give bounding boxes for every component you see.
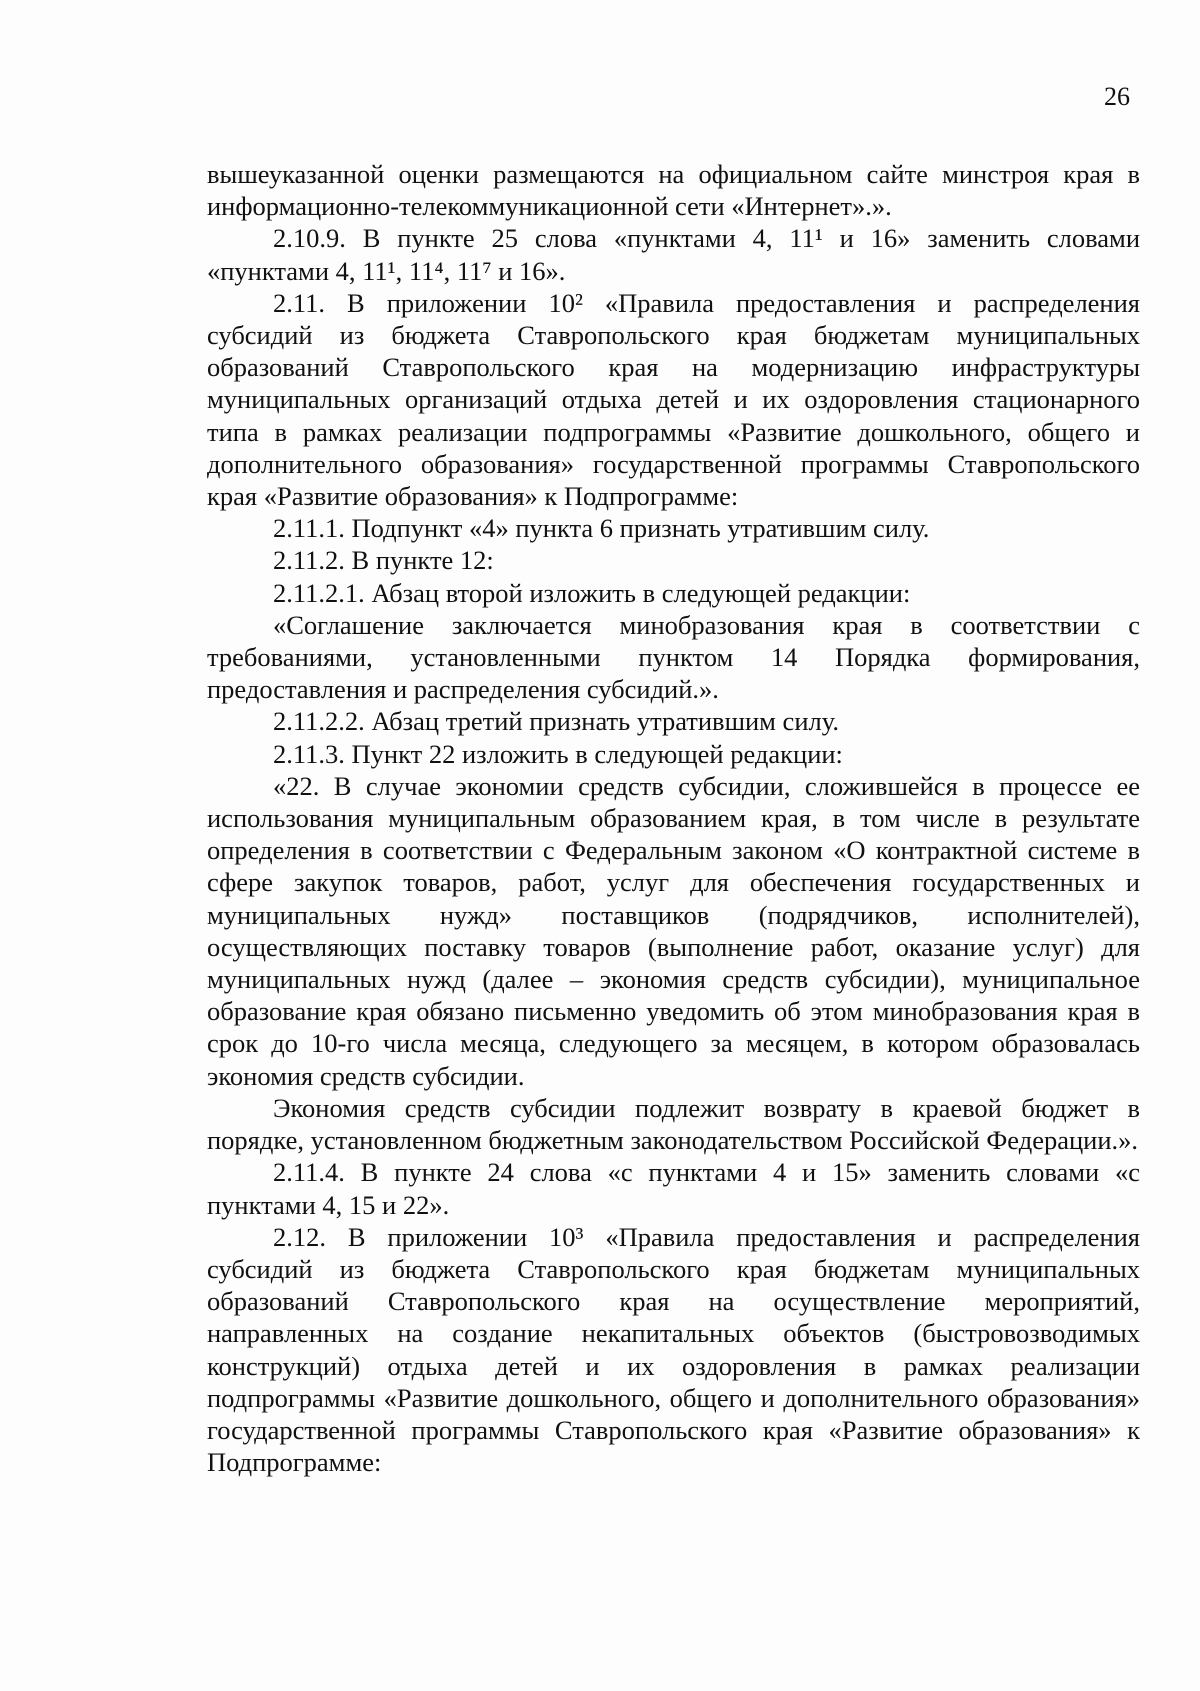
paragraph-2-10-9: 2.10.9. В пункте 25 слова «пунктами 4, 11¹ и 16» заменить словами «пунктами 4, 11¹, 11⁴, 11⁷ и 16».: [207, 223, 1140, 286]
paragraph-agreement-quote: «Соглашение заключается минобразования края в соответствии с требованиями, установленными пунктом 14 Порядка формирования, предоставления и распределения субсидий.».: [207, 609, 1140, 705]
paragraph-2-11-3: 2.11.3. Пункт 22 изложить в следующей редакции:: [273, 738, 843, 769]
paragraph-2-11-2: 2.11.2. В пункте 12:: [273, 545, 494, 576]
paragraph-2-11-2-1: 2.11.2.1. Абзац второй изложить в следующей редакции:: [273, 577, 911, 608]
paragraph-2-11-1: 2.11.1. Подпункт «4» пункта 6 признать утратившим силу.: [273, 513, 930, 544]
paragraph-item-22: «22. В случае экономии средств субсидии, сложившейся в процессе ее использования муниципальным образованием края, в том числе в результате определения в соответствии с Федеральным законом «О контрактной системе в сфере закупок товаров, работ, услуг для обеспечения государственных и муниципальных нужд» поставщиков (подрядчиков, исполнителей), осуществляющих поставку товаров (выполнение работ, оказание услуг) для муниципальных нужд (далее – экономия средств субсидии), муниципальное образование края обязано письменно уведомить об этом минобразования края в срок до 10-го числа месяца, следующего за месяцем, в котором образовалась экономия средств субсидии.: [207, 770, 1140, 1091]
paragraph-2-11-2-2: 2.11.2.2. Абзац третий признать утратившим силу.: [273, 706, 839, 737]
paragraph-savings-return: Экономия средств субсидии подлежит возврату в краевой бюджет в порядке, установленном бюджетным законодательством Российской Федерации.».: [207, 1092, 1140, 1156]
paragraph-2-11-4: 2.11.4. В пункте 24 слова «с пунктами 4 и 15» заменить словами «с пунктами 4, 15 и 22».: [207, 1157, 1140, 1220]
paragraph-continuation: вышеуказанной оценки размещаются на официальном сайте минстроя края в информационно-телекоммуникационной сети «Интернет».».: [207, 159, 1140, 222]
paragraph-2-11: 2.11. В приложении 10² «Правила предоставления и распределения субсидий из бюджета Ставропольского края бюджетам муниципальных образований Ставропольского края на модернизацию инфраструктуры муниципальных организаций отдыха детей и их оздоровления стационарного типа в рамках реализации подпрограммы «Развитие дошкольного, общего и дополнительного образования» государственной программы Ставропольского края «Развитие образования» к Подпрограмме:: [207, 287, 1140, 512]
page-number: 26: [1104, 82, 1130, 111]
paragraph-2-12: 2.12. В приложении 10³ «Правила предоставления и распределения субсидий из бюджета Ставропольского края бюджетам муниципальных образований Ставропольского края на осуществление мероприятий, направленных на создание некапитальных объектов (быстровозводимых конструкций) отдыха детей и их оздоровления в рамках реализации подпрограммы «Развитие дошкольного, общего и дополнительного образования» государственной программы Ставропольского края «Развитие образования» к Подпрограмме:: [207, 1221, 1140, 1478]
document-body: [207, 158, 1140, 1478]
